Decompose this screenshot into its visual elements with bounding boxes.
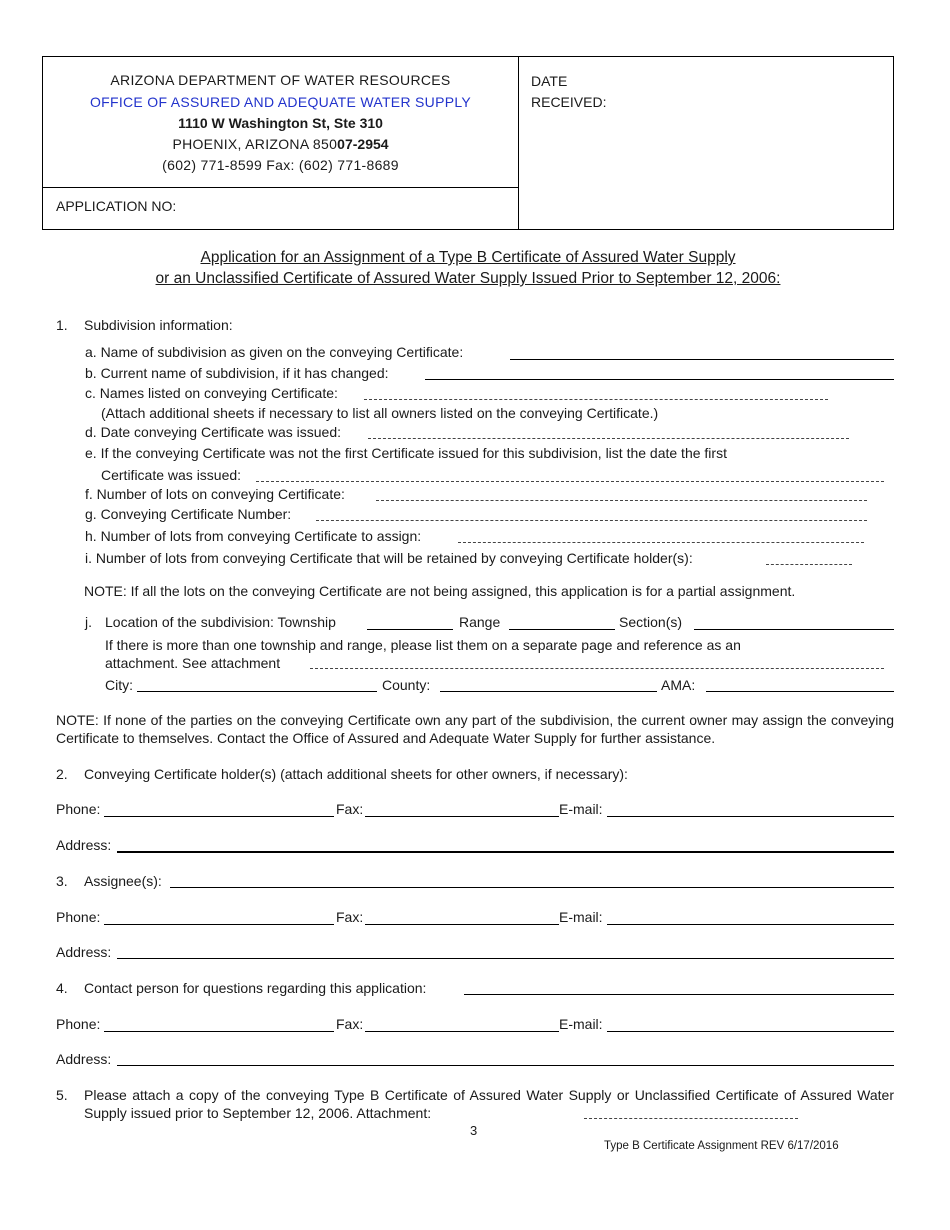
assignee-email-field[interactable] <box>607 924 894 925</box>
certificate-attachment-field[interactable] <box>584 1118 798 1119</box>
section1-number: 1. <box>56 317 68 333</box>
certificate-number-field[interactable] <box>316 520 867 521</box>
county-label: County: <box>382 677 431 693</box>
item-g-label: g. Conveying Certificate Number: <box>85 506 292 522</box>
received-label: RECEIVED: <box>531 94 607 110</box>
item-j-attachment-label: attachment. See attachment <box>105 655 281 671</box>
current-subdivision-name-field[interactable] <box>425 379 894 380</box>
sections-field[interactable] <box>694 629 894 630</box>
item-b-label: b. Current name of subdivision, if it has changed: <box>85 365 389 381</box>
item-f-label: f. Number of lots on conveying Certificate: <box>85 486 345 502</box>
assignee-address-field[interactable] <box>117 958 894 959</box>
section2-heading: Conveying Certificate holder(s) (attach additional sheets for other owners, if necessary): <box>84 766 628 782</box>
item-j-more-note: If there is more than one township and range, please list them on a separate page and reference as an <box>105 637 741 653</box>
lots-retained-field[interactable] <box>766 564 852 565</box>
date-label: DATE <box>531 73 568 89</box>
header-box <box>42 56 894 230</box>
holder-address-field[interactable] <box>117 851 894 853</box>
contact-fax-field[interactable] <box>365 1031 559 1032</box>
sections-label: Section(s) <box>619 614 683 630</box>
lots-to-assign-field[interactable] <box>458 542 864 543</box>
range-label: Range <box>459 614 501 630</box>
county-field[interactable] <box>440 691 657 692</box>
ama-label: AMA: <box>661 677 696 693</box>
range-field[interactable] <box>509 629 615 630</box>
item-i-label: i. Number of lots from conveying Certificate that will be retained by conveying Certificate holder(s): <box>85 550 693 566</box>
self-assignment-note: NOTE: If none of the parties on the conveying Certificate own any part of the subdivision, the current owner may assign the conveying Certificate to themselves. Contact the Office of Assured and Adequate Water Supply for further assistance. <box>56 712 894 746</box>
city-state-zip: PHOENIX, ARIZONA 85007-2954 <box>172 136 389 152</box>
date-issued-field[interactable] <box>368 438 849 439</box>
assignee-email-label: E-mail: <box>559 909 603 925</box>
item-c-note: (Attach additional sheets if necessary to list all owners listed on the conveying Certificate.) <box>101 405 659 421</box>
item-a-label: a. Name of subdivision as given on the conveying Certificate: <box>85 344 464 360</box>
section4-number: 4. <box>56 980 68 996</box>
form-title-line2: or an Unclassified Certificate of Assured Water Supply Issued Prior to September 12, 2006: <box>155 270 781 287</box>
application-no-label: APPLICATION NO: <box>56 198 177 214</box>
assignee-fax-label: Fax: <box>336 909 364 925</box>
phone-fax: (602) 771-8599 Fax: (602) 771-8689 <box>162 157 399 173</box>
header-horizontal-divider <box>43 187 518 188</box>
form-title-line1: Application for an Assignment of a Type B Certificate of Assured Water Supply <box>200 249 736 266</box>
names-listed-field[interactable] <box>364 399 828 400</box>
contact-address-field[interactable] <box>117 1065 894 1066</box>
assignee-fax-field[interactable] <box>365 924 559 925</box>
section1-heading: Subdivision information: <box>84 317 233 333</box>
section5-text: Please attach a copy of the conveying Type B Certificate of Assured Water Supply or Unclassified Certificate of Assured Water Supply issued prior to September 12, 2006. Attachment: <box>84 1087 894 1121</box>
city-field[interactable] <box>137 691 377 692</box>
assignee-phone-field[interactable] <box>104 924 334 925</box>
contact-person-field[interactable] <box>464 994 894 995</box>
contact-address-label: Address: <box>56 1051 112 1067</box>
street-address: 1110 W Washington St, Ste 310 <box>178 115 383 131</box>
item-j-letter: j. <box>85 614 92 630</box>
subdivision-name-field[interactable] <box>510 359 894 360</box>
township-field[interactable] <box>367 629 453 630</box>
page-number: 3 <box>470 1123 478 1138</box>
attachment-field[interactable] <box>310 668 884 669</box>
holder-address-label: Address: <box>56 837 112 853</box>
item-d-label: d. Date conveying Certificate was issued: <box>85 424 342 440</box>
contact-phone-label: Phone: <box>56 1016 101 1032</box>
section3-heading: Assignee(s): <box>84 873 162 889</box>
contact-phone-field[interactable] <box>104 1031 334 1032</box>
section2-number: 2. <box>56 766 68 782</box>
holder-phone-label: Phone: <box>56 801 101 817</box>
section5-number: 5. <box>56 1087 68 1103</box>
item-c-label: c. Names listed on conveying Certificate: <box>85 385 338 401</box>
holder-fax-field[interactable] <box>365 816 559 817</box>
contact-email-field[interactable] <box>607 1031 894 1032</box>
holder-email-label: E-mail: <box>559 801 603 817</box>
header-vertical-divider <box>518 57 519 229</box>
contact-email-label: E-mail: <box>559 1016 603 1032</box>
item-e-label: e. If the conveying Certificate was not the first Certificate issued for this subdivision, list the date the first <box>85 445 727 461</box>
holder-phone-field[interactable] <box>104 816 334 817</box>
item-h-label: h. Number of lots from conveying Certificate to assign: <box>85 528 422 544</box>
office-name: OFFICE OF ASSURED AND ADEQUATE WATER SUPPLY <box>89 94 472 110</box>
holder-fax-label: Fax: <box>336 801 364 817</box>
number-of-lots-field[interactable] <box>376 500 867 501</box>
contact-fax-label: Fax: <box>336 1016 364 1032</box>
agency-name: ARIZONA DEPARTMENT OF WATER RESOURCES <box>110 72 451 88</box>
partial-assignment-note: NOTE: If all the lots on the conveying Certificate are not being assigned, this application is for a partial assignment. <box>84 583 796 599</box>
section4-heading: Contact person for questions regarding this application: <box>84 980 427 996</box>
assignee-phone-label: Phone: <box>56 909 101 925</box>
item-e-label-cont: Certificate was issued: <box>101 467 242 483</box>
holder-email-field[interactable] <box>607 816 894 817</box>
item-j-location-label: Location of the subdivision: Township <box>105 614 336 630</box>
revision-footer: Type B Certificate Assignment REV 6/17/2016 <box>604 1140 839 1152</box>
ama-field[interactable] <box>706 691 894 692</box>
first-certificate-date-field[interactable] <box>256 481 884 482</box>
assignee-name-field[interactable] <box>170 887 894 888</box>
city-label: City: <box>105 677 133 693</box>
assignee-address-label: Address: <box>56 944 112 960</box>
section3-number: 3. <box>56 873 68 889</box>
